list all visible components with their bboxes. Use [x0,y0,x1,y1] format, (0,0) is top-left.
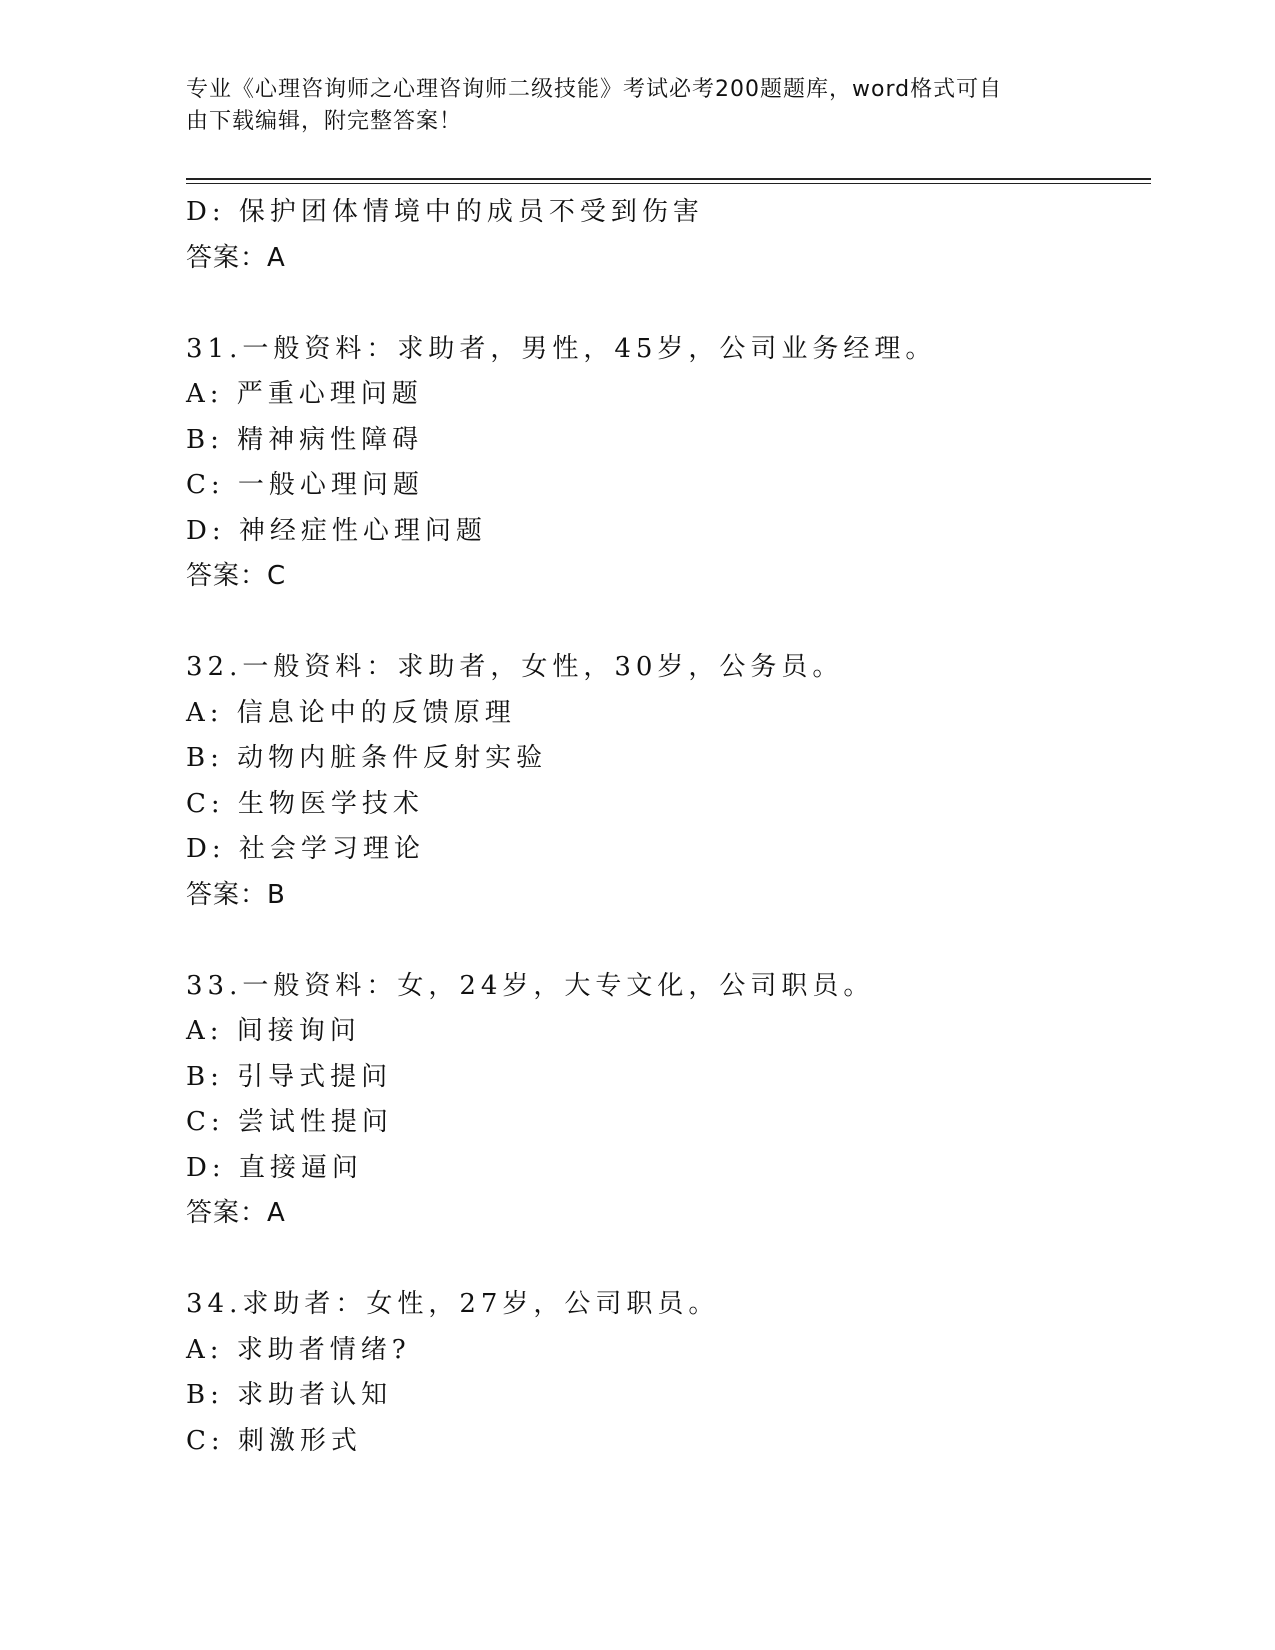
question-list [186,190,1146,1464]
spacer [186,600,1146,646]
question-stem: 34.求助者：女性，27岁，公司职员。 [186,1289,720,1319]
document-header [186,74,1066,138]
option-c: C: 一般心理问题 [186,470,424,500]
question-block-33 [186,964,1146,1237]
header-line-2: 由下载编辑，附完整答案！ [186,109,463,134]
spacer [186,918,1146,964]
spacer [186,1237,1146,1283]
option-b: B: 求助者认知 [186,1380,393,1410]
option-a: A: 求助者情绪? [186,1334,411,1365]
option-a: A: 严重心理问题 [186,379,423,409]
option-a: A: 间接询问 [186,1016,361,1046]
answer-line: 答案：A [186,1198,286,1228]
header-divider-thin [186,183,1151,184]
spacer [186,281,1146,327]
option-c: C: 尝试性提问 [186,1107,393,1137]
question-stem: 33.一般资料：女，24岁，大专文化，公司职员。 [186,970,875,1001]
question-block-31 [186,327,1146,600]
question-block-30-tail [186,190,1146,281]
answer-line: 答案：C [186,561,287,591]
option-d: D: 保护团体情境中的成员不受到伤害 [186,197,704,227]
option-b: B: 精神病性障碍 [186,424,424,455]
question-stem: 32.一般资料：求助者，女性，30岁，公务员。 [186,652,844,682]
question-block-32 [186,645,1146,918]
option-a: A: 信息论中的反馈原理 [186,697,516,728]
header-divider-thick [186,178,1151,180]
option-d: D: 社会学习理论 [186,834,425,864]
option-c: C: 生物医学技术 [186,788,424,819]
option-b: B: 引导式提问 [186,1061,393,1092]
option-d: D: 神经症性心理问题 [186,515,487,546]
option-c: C: 刺激形式 [186,1425,362,1456]
answer-line: 答案：A [186,242,286,273]
option-b: B: 动物内脏条件反射实验 [186,743,548,773]
header-line-1: 专业《心理咨询师之心理咨询师二级技能》考试必考200题题库，word格式可自 [186,77,1003,102]
answer-line: 答案：B [186,879,286,910]
question-stem: 31.一般资料：求助者，男性，45岁，公司业务经理。 [186,333,937,364]
question-block-34 [186,1282,1146,1464]
option-d: D: 直接逼问 [186,1152,363,1183]
